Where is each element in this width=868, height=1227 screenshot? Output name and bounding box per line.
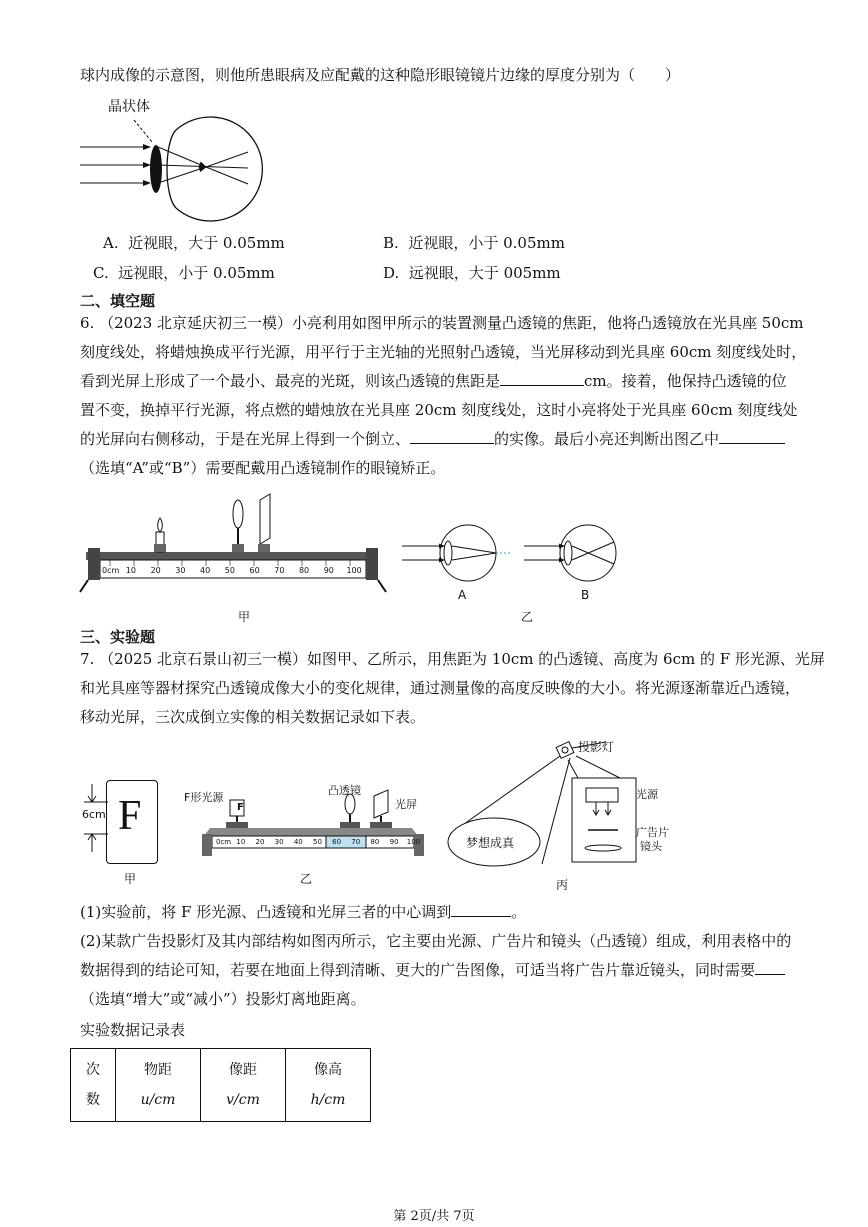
f-on-source: F <box>237 802 244 813</box>
fig-yi-caption: 乙 <box>521 610 534 624</box>
eye-b-label: B <box>581 588 590 602</box>
label-screen: 光屏 <box>395 798 417 811</box>
bench-ruler: 0cm 10 20 30 40 50 60 70 80 90 100 <box>102 566 362 575</box>
q7-line2: 和光具座等器材探究凸透镜成像大小的变化规律，通过测量像的高度反映像的大小。将光源逐渐靠近凸透镜， <box>80 679 801 697</box>
q7-sub2-line3: （选填“增大”或“减小”）投影灯离地距离。 <box>80 990 366 1008</box>
q7-sub2-line1: (2)某款广告投影灯及其内部结构如图丙所示，它主要由光源、广告片和镜头（凸透镜）组成，利用表格中的 <box>80 932 792 950</box>
q6-blank-focal-length[interactable] <box>500 371 584 386</box>
q7-line1: 7. （2025 北京石景山初三一模）如图甲、乙所示，用焦距为 10cm 的凸透镜、高度为 6cm 的 F 形光源、光屏 <box>80 650 825 668</box>
myopia-eye-diagram <box>76 112 276 227</box>
q6-line1: 6. （2023 北京延庆初三一模）小亮利用如图甲所示的装置测量凸透镜的焦距，他将凸透镜放在光具座 50cm <box>80 314 804 332</box>
q6-line4: 置不变，换掉平行光源，将点燃的蜡烛放在光具座 20cm 刻度线处，这时小亮将处于光具座 60cm 刻度线处 <box>80 401 798 419</box>
eye-diagrams-ab <box>400 522 630 592</box>
label-ad-film: 广告片 <box>636 826 669 839</box>
q6-line3: 看到光屏上形成了一个最小、最亮的光斑，则该凸透镜的焦距是 cm。接着，他保持凸透镜的位 <box>80 372 787 390</box>
q6-line6: （选填“A”或“B”）需要配戴用凸透镜制作的眼镜矫正。 <box>80 459 446 477</box>
lens-label: 晶状体 <box>108 99 150 115</box>
q6-line2: 刻度线处，将蜡烛换成平行光源，用平行于主光轴的光照射凸透镜，当光屏移动到光具座 60cm 刻度线处时， <box>80 343 807 361</box>
fig7-yi-caption: 乙 <box>300 872 313 886</box>
q7-blank-distance[interactable] <box>755 960 785 975</box>
q6-blank-ab[interactable] <box>719 429 785 444</box>
label-f-source: F形光源 <box>184 791 224 804</box>
section-title-fill-blank: 二、填空题 <box>80 292 156 310</box>
fig7-jia-caption: 甲 <box>124 872 137 886</box>
q7-sub2-line2: 数据得到的结论可知，若要在地面上得到清晰、更大的广告图像，可适当将广告片靠近镜头，同时需要 <box>80 959 785 981</box>
fig-jia-caption: 甲 <box>238 610 251 624</box>
data-record-table <box>70 1048 371 1122</box>
q6-line5: 的光屏向右侧移动，于是在光屏上得到一个倒立、 的实像。最后小亮还判断出图乙中 <box>80 428 785 450</box>
height-label: 6cm <box>82 808 106 821</box>
label-lens-head: 镜头 <box>640 840 662 853</box>
option-b[interactable]: B. 近视眼，小于 0.05mm <box>383 234 565 252</box>
header-image-distance: 像距 v/cm <box>201 1049 286 1122</box>
bench2-ruler: 0cm 10 20 30 40 50 60 70 80 90 100 <box>216 838 421 846</box>
header-object-distance: 物距 u/cm <box>116 1049 201 1122</box>
label-projector: 投影灯 <box>578 740 615 754</box>
f-letter: F <box>118 793 142 839</box>
label-lens: 凸透镜 <box>328 784 361 797</box>
q7-line3: 移动光屏，三次成倒立实像的相关数据记录如下表。 <box>80 708 426 726</box>
eye-a-label: A <box>458 588 467 602</box>
label-light-source: 光源 <box>636 788 658 801</box>
option-c[interactable]: C. 远视眼，小于 0.05mm <box>93 264 275 282</box>
q7-sub1: (1)实验前，将 F 形光源、凸透镜和光屏三者的中心调到 。 <box>80 903 527 921</box>
q7-blank-same-height[interactable] <box>451 902 511 917</box>
q5-stem: 球内成像的示意图，则他所患眼病及应配戴的这种隐形眼镜镜片边缘的厚度分别为（ ） <box>80 66 681 84</box>
header-image-height: 像高 h/cm <box>286 1049 371 1122</box>
header-count: 次 数 <box>71 1049 116 1122</box>
fig7-bing-caption: 丙 <box>556 878 569 892</box>
option-d[interactable]: D. 远视眼，大于 005mm <box>383 264 561 282</box>
table-title: 实验数据记录表 <box>80 1021 186 1039</box>
section-title-experiment: 三、实验题 <box>80 628 156 646</box>
page-footer: 第 2页/共 7页 <box>393 1209 475 1224</box>
optical-bench-figure <box>78 492 388 596</box>
projected-image-text: 梦想成真 <box>466 836 515 850</box>
option-a[interactable]: A. 近视眼，大于 0.05mm <box>103 234 285 252</box>
q6-blank-image-type[interactable] <box>410 429 494 444</box>
optical-bench-2 <box>198 782 428 864</box>
